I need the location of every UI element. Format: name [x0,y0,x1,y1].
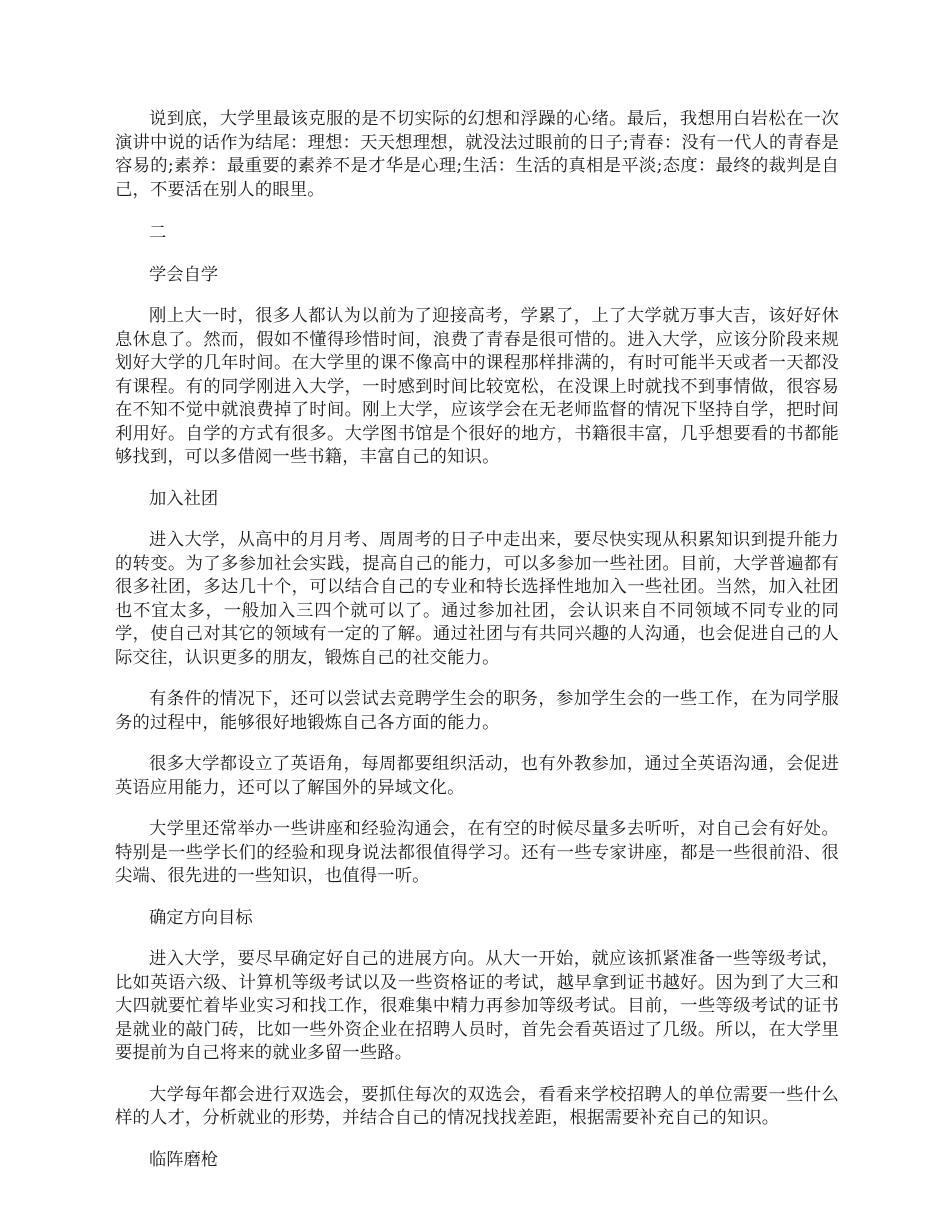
paragraph-lectures: 大学里还常举办一些讲座和经验沟通会，在有空的时候尽量多去听听，对自己会有好处。特别是一些学长们的经验和现身说法都很值得学习。还有一些专家讲座，都是一些很前沿、很尖端、很先进的一些知识，也值得一听。 [115,819,839,886]
heading-last-minute: 临阵磨枪 [149,1149,219,1170]
section-number: 二 [149,223,167,243]
paragraph-english-corner: 很多大学都设立了英语角，每周都要组织活动，也有外教参加，通过全英语沟通，会促进英语应用能力，还可以了解国外的异域文化。 [115,754,839,798]
paragraph-student-union: 有条件的情况下，还可以尝试去竞聘学生会的职务，参加学生会的一些工作，在为同学服务的过程中，能够很好地锻炼自己各方面的能力。 [115,689,839,733]
paragraph-direction: 进入大学，要尽早确定好自己的进展方向。从大一开始，就应该抓紧准备一些等级考试，比如英语六级、计算机等级考试以及一些资格证的考试，越早拿到证书越好。因为到了大三和大四就要忙着毕业实习和找工作，很难集中精力再参加等级考试。目前，一些等级考试的证书是就业的敲门砖，比如一些外资企业在招聘人员时，首先会看英语过了几级。所以，在大学里要提前为自己将来的就业多留一些路。 [115,949,839,1063]
paragraph-clubs: 进入大学，从高中的月月考、周周考的日子中走出来，要尽快实现从积累知识到提升能力的转变。为了多参加社会实践，提高自己的能力，可以多参加一些社团。目前，大学普遍都有很多社团，多达几十个，可以结合自己的专业和特长选择性地加入一些社团。当然，加入社团也不宜太多，一般加入三四个就可以了。通过参加社团，会认识来自不同领域不同专业的同学，使自己对其它的领域有一定的了解。通过社团与有共同兴趣的人沟通，也会促进自己的人际交往，认识更多的朋友，锻炼自己的社交能力。 [115,530,839,668]
paragraph-conclusion: 说到底，大学里最该克服的是不切实际的幻想和浮躁的心绪。最后，我想用白岩松在一次演讲中说的话作为结尾：理想：天天想理想，就没法过眼前的日子;青春：没有一代人的青春是容易的;素养：最重要的素养不是才华是心理;生活：生活的真相是平淡;态度：最终的裁判是自己，不要活在别人的眼里。 [115,109,839,200]
heading-self-study: 学会自学 [149,264,219,285]
heading-direction-goals: 确定方向目标 [149,907,253,928]
paragraph-job-fair: 大学每年都会进行双选会，要抓住每次的双选会，看看来学校招聘人的单位需要一些什么样的人才，分析就业的形势，并结合自己的情况找找差距，根据需要补充自己的知识。 [115,1084,839,1128]
heading-join-clubs: 加入社团 [149,488,219,509]
paragraph-self-study: 刚上大一时，很多人都认为以前为了迎接高考，学累了，上了大学就万事大吉，该好好休息休息了。然而，假如不懂得珍惜时间，浪费了青春是很可惜的。进入大学，应该分阶段来规划好大学的几年时间。在大学里的课不像高中的课程那样排满的，有时可能半天或者一天都没有课程。有的同学刚进入大学，一时感到时间比较宽松，在没课上时就找不到事情做，很容易在不知不觉中就浪费掉了时间。刚上大学，应该学会在无老师监督的情况下坚持自学，把时间利用好。自学的方式有很多。大学图书馆是个很好的地方，书籍很丰富，几乎想要看的书都能够找到，可以多借阅一些书籍，丰富自己的知识。 [115,306,839,467]
document-body [115,108,839,1172]
